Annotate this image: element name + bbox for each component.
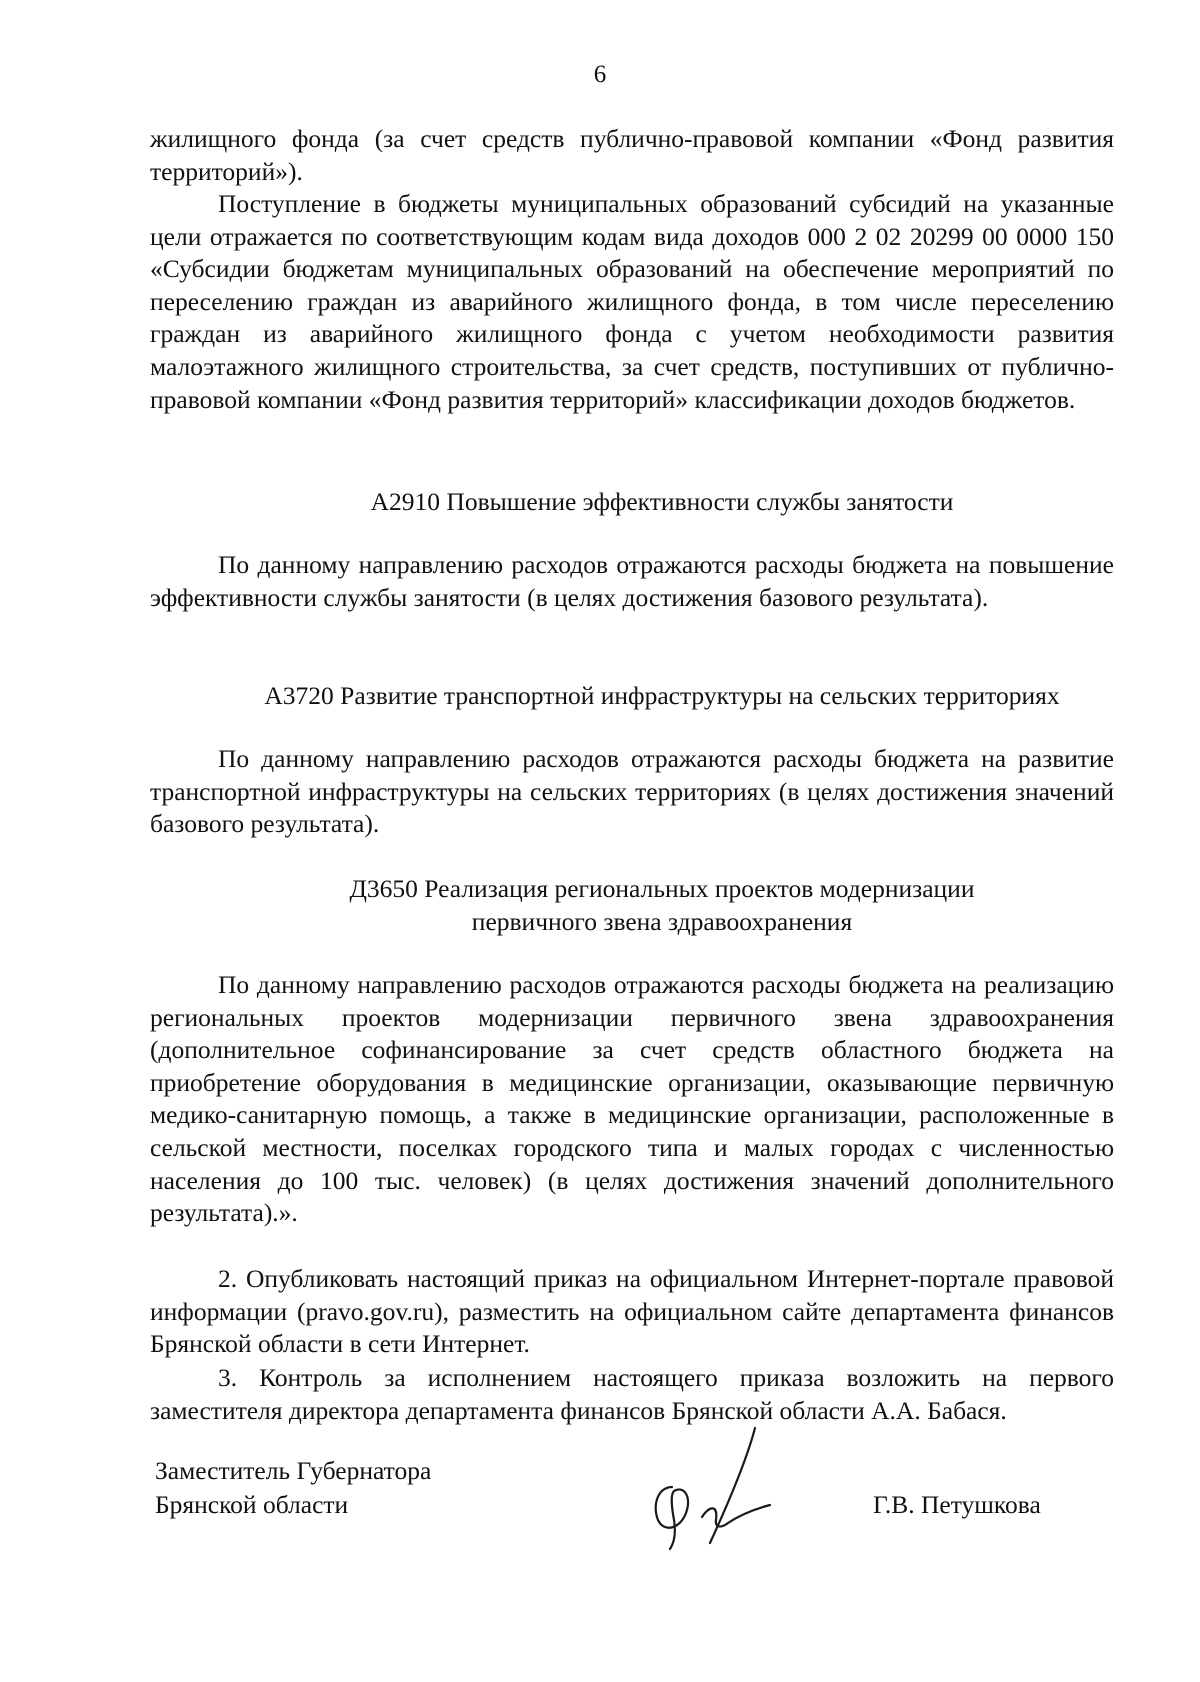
paragraph-revenue	[150, 188, 1114, 416]
heading-line: Д3650 Реализация региональных проектов модернизации	[349, 874, 975, 903]
handwritten-signature	[640, 1425, 810, 1555]
paragraph-text: Поступление в бюджеты муниципальных образований субсидий на указанные цели отражается по соответствующим кодам вида доходов 000 2 02 20299 00 0000 150 «Субсидии бюджетам муниципальных образований на обеспечение мероприятий по переселению граждан из аварийного жилищного фонда, в том числе переселению граждан из аварийного жилищного фонда с учетом необходимости развития малоэтажного жилищного строительства, за счет средств, поступивших от публично-правовой компании «Фонд развития территорий» классификации доходов бюджетов.	[150, 189, 1114, 414]
paragraph-a2910	[150, 549, 1114, 614]
paragraph-text: жилищного фонда (за счет средств публично-правовой компании «Фонд развития территорий»).	[150, 124, 1114, 186]
paragraph-text: 3. Контроль за исполнением настоящего приказа возложить на первого заместителя директора департамента финансов Брянской области А.А. Бабася.	[150, 1363, 1114, 1425]
paragraph-control	[150, 1362, 1114, 1427]
paragraph-text: По данному направлению расходов отражаются расходы бюджета на реализацию региональных проектов модернизации первичного звена здравоохранения (дополнительное софинансирование за счет средств областного бюджета на приобретение оборудования в медицинские организации, оказывающие первичную медико-санитарную помощь, а также в медицинские организации, расположенные в сельской местности, поселках городского типа и малых городах с численностью населения до 100 тыс. человек) (в целях достижения значений дополнительного результата).».	[150, 970, 1114, 1228]
paragraph-a3720	[150, 743, 1114, 841]
position-line: Брянской области	[155, 1490, 349, 1519]
paragraph-text: 2. Опубликовать настоящий приказ на официальном Интернет-портале правовой информации (pravo.gov.ru), разместить на официальном сайте департамента финансов Брянской области в сети Интернет.	[150, 1264, 1114, 1359]
paragraph-text: По данному направлению расходов отражаются расходы бюджета на развитие транспортной инфраструктуры на сельских территориях (в целях достижения значений базового результата).	[150, 744, 1114, 839]
section-heading-a2910: А2910 Повышение эффективности службы занятости	[370, 487, 954, 516]
section-heading-a3720: А3720 Развитие транспортной инфраструктуры на сельских территориях	[264, 681, 1060, 710]
paragraph-text: По данному направлению расходов отражаются расходы бюджета на повышение эффективности службы занятости (в целях достижения базового результата).	[150, 550, 1114, 612]
signatory-position	[155, 1454, 431, 1522]
heading-line: первичного звена здравоохранения	[471, 906, 853, 936]
paragraph-continuation	[150, 123, 1114, 188]
section-heading-d3650	[210, 873, 1114, 938]
position-line: Заместитель Губернатора	[155, 1456, 432, 1485]
signatory-name: Г.В. Петушкова	[873, 1490, 1041, 1519]
paragraph-d3650	[150, 969, 1114, 1230]
paragraph-publish	[150, 1263, 1114, 1361]
page-number: 6	[593, 61, 607, 88]
